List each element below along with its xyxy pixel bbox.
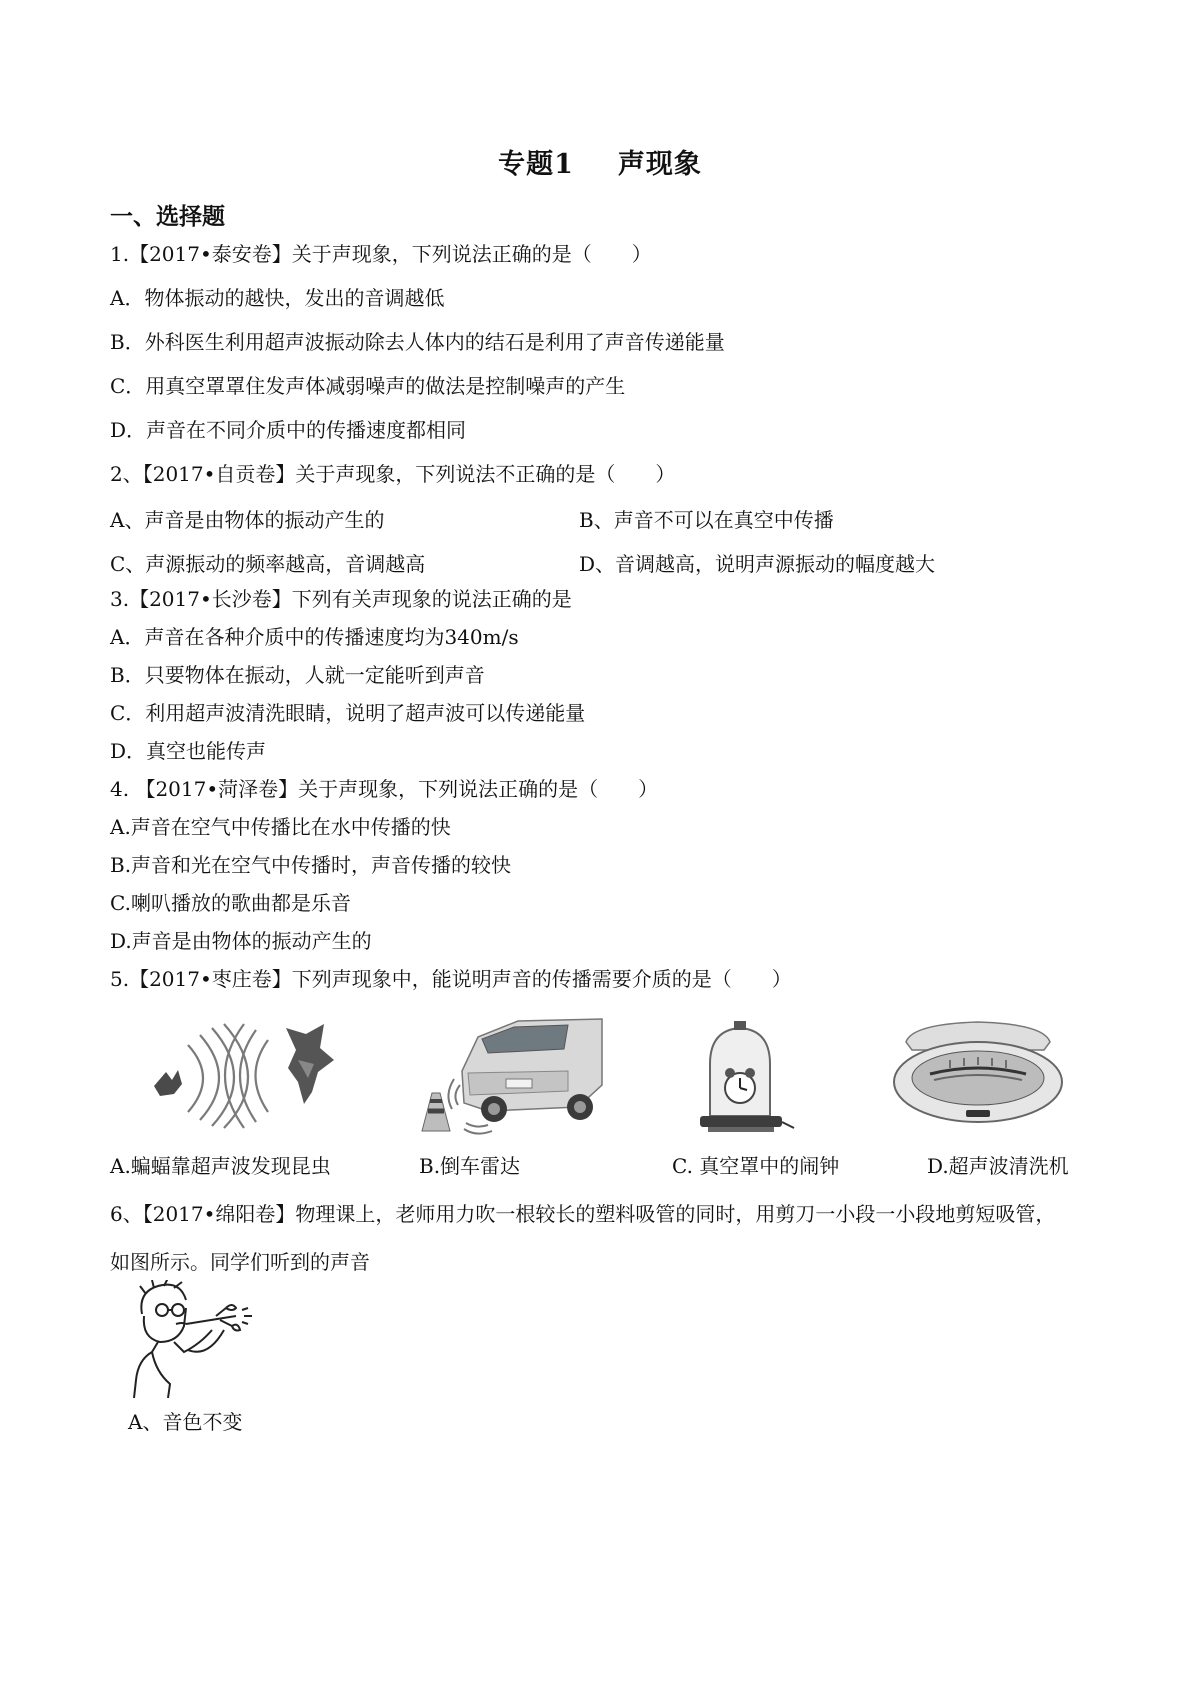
- q2-stem: 2、【2017•自贡卷】关于声现象，下列说法不正确的是（ ）: [110, 462, 676, 486]
- q5-option-b: B.倒车雷达: [419, 1154, 521, 1178]
- q2-option-b: B、声音不可以在真空中传播: [579, 508, 834, 532]
- car-reverse-radar-figure: [418, 1015, 603, 1135]
- ultrasonic-cleaner-figure: [890, 1020, 1065, 1125]
- q2-option-c: C、声源振动的频率越高，音调越高: [110, 552, 426, 576]
- q4-option-a: A.声音在空气中传播比在水中传播的快: [110, 815, 451, 839]
- q6-option-a: A、音色不变: [128, 1410, 243, 1434]
- q3-option-c: C．利用超声波清洗眼睛，说明了超声波可以传递能量: [110, 701, 586, 725]
- q1-stem: 1.【2017•泰安卷】关于声现象，下列说法正确的是（ ）: [110, 242, 652, 266]
- q5-stem: 5.【2017•枣庄卷】下列声现象中，能说明声音的传播需要介质的是（ ）: [110, 967, 792, 991]
- q6-stem-line2: 如图所示。同学们听到的声音: [110, 1250, 370, 1274]
- teacher-straw-figure: [128, 1280, 273, 1400]
- section-heading: 一、选择题: [110, 203, 225, 230]
- title-topic-number: 专题1: [498, 149, 574, 180]
- title-topic-name: 声现象: [617, 149, 702, 180]
- q4-option-b: B.声音和光在空气中传播时，声音传播的较快: [110, 853, 512, 877]
- bell-jar-clock-figure: [690, 1020, 800, 1135]
- q3-option-d: D．真空也能传声: [110, 739, 267, 763]
- q5-option-d: D.超声波清洗机: [927, 1154, 1069, 1178]
- q1-option-a: A．物体振动的越快，发出的音调越低: [110, 286, 445, 310]
- q2-option-a: A、声音是由物体的振动产生的: [110, 508, 385, 532]
- q2-option-d: D、音调越高，说明声源振动的幅度越大: [579, 552, 936, 576]
- q4-option-c: C.喇叭播放的歌曲都是乐音: [110, 891, 351, 915]
- q4-option-d: D.声音是由物体的振动产生的: [110, 929, 372, 953]
- bat-sound-wave-figure: [148, 1020, 348, 1130]
- q1-option-c: C．用真空罩罩住发声体减弱噪声的做法是控制噪声的产生: [110, 374, 626, 398]
- q5-option-a: A.蝙蝠靠超声波发现昆虫: [110, 1154, 331, 1178]
- q3-option-a: A．声音在各种介质中的传播速度均为340m/s: [110, 625, 519, 649]
- q5-option-c: C. 真空罩中的闹钟: [672, 1154, 840, 1178]
- q3-option-b: B．只要物体在振动，人就一定能听到声音: [110, 663, 485, 687]
- q6-stem-line1: 6、【2017•绵阳卷】物理课上，老师用力吹一根较长的塑料吸管的同时，用剪刀一小段一小段地剪短吸管，: [110, 1202, 1056, 1226]
- q1-option-b: B．外科医生利用超声波振动除去人体内的结石是利用了声音传递能量: [110, 330, 725, 354]
- q1-option-d: D．声音在不同介质中的传播速度都相同: [110, 418, 467, 442]
- q4-stem: 4. 【2017•菏泽卷】关于声现象，下列说法正确的是（ ）: [110, 777, 659, 801]
- q3-stem: 3.【2017•长沙卷】下列有关声现象的说法正确的是: [110, 587, 572, 611]
- page-title: [0, 142, 1200, 181]
